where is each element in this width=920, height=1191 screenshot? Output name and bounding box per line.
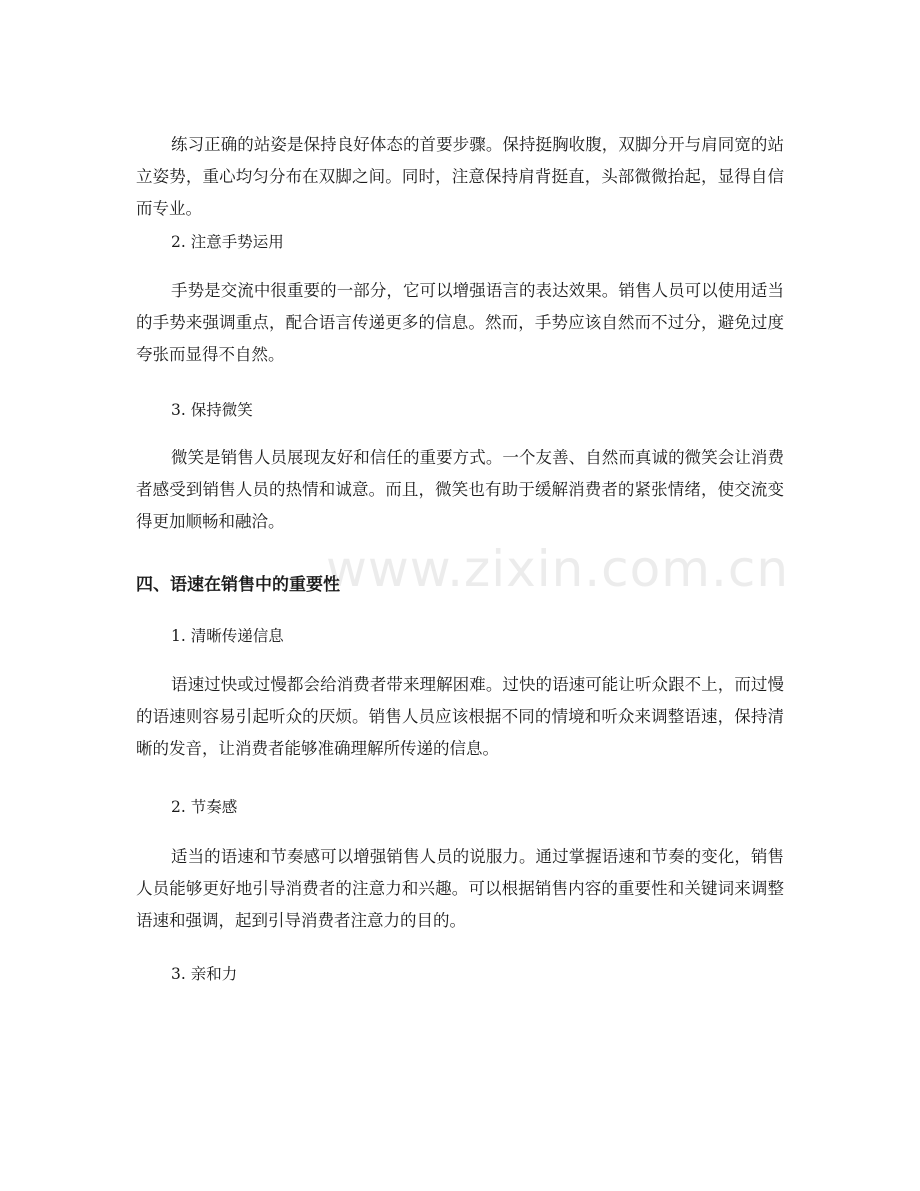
section-heading-speech-rate: 四、语速在销售中的重要性: [136, 575, 340, 595]
watermark: www.zixin.com.cn: [326, 540, 790, 598]
list-item-affinity: 3. 亲和力: [171, 965, 238, 983]
paragraph-clear-info: 语速过快或过慢都会给消费者带来理解困难。过快的语速可能让听众跟不上，而过慢的语速则容易引起听众的厌烦。销售人员应该根据不同的情境和听众来调整语速，保持清晰的发音，让消费者能够准确理解所传递的信息。: [136, 675, 784, 758]
list-item-gestures: 2. 注意手势运用: [171, 233, 284, 251]
paragraph-posture: 练习正确的站姿是保持良好体态的首要步骤。保持挺胸收腹，双脚分开与肩同宽的站立姿势，重心均匀分布在双脚之间。同时，注意保持肩背挺直，头部微微抬起，显得自信而专业。: [136, 135, 784, 218]
list-item-smile: 3. 保持微笑: [171, 401, 253, 419]
paragraph-gestures: 手势是交流中很重要的一部分，它可以增强语言的表达效果。销售人员可以使用适当的手势来强调重点，配合语言传递更多的信息。然而，手势应该自然而不过分，避免过度夸张而显得不自然。: [136, 281, 784, 364]
paragraph-smile: 微笑是销售人员展现友好和信任的重要方式。一个友善、自然而真诚的微笑会让消费者感受到销售人员的热情和诚意。而且，微笑也有助于缓解消费者的紧张情绪，使交流变得更加顺畅和融洽。: [136, 448, 784, 531]
paragraph-rhythm: 适当的语速和节奏感可以增强销售人员的说服力。通过掌握语速和节奏的变化，销售人员能够更好地引导消费者的注意力和兴趣。可以根据销售内容的重要性和关键词来调整语速和强调，起到引导消费者注意力的目的。: [136, 847, 784, 930]
list-item-clear-info: 1. 清晰传递信息: [171, 627, 284, 645]
list-item-rhythm: 2. 节奏感: [171, 798, 238, 816]
